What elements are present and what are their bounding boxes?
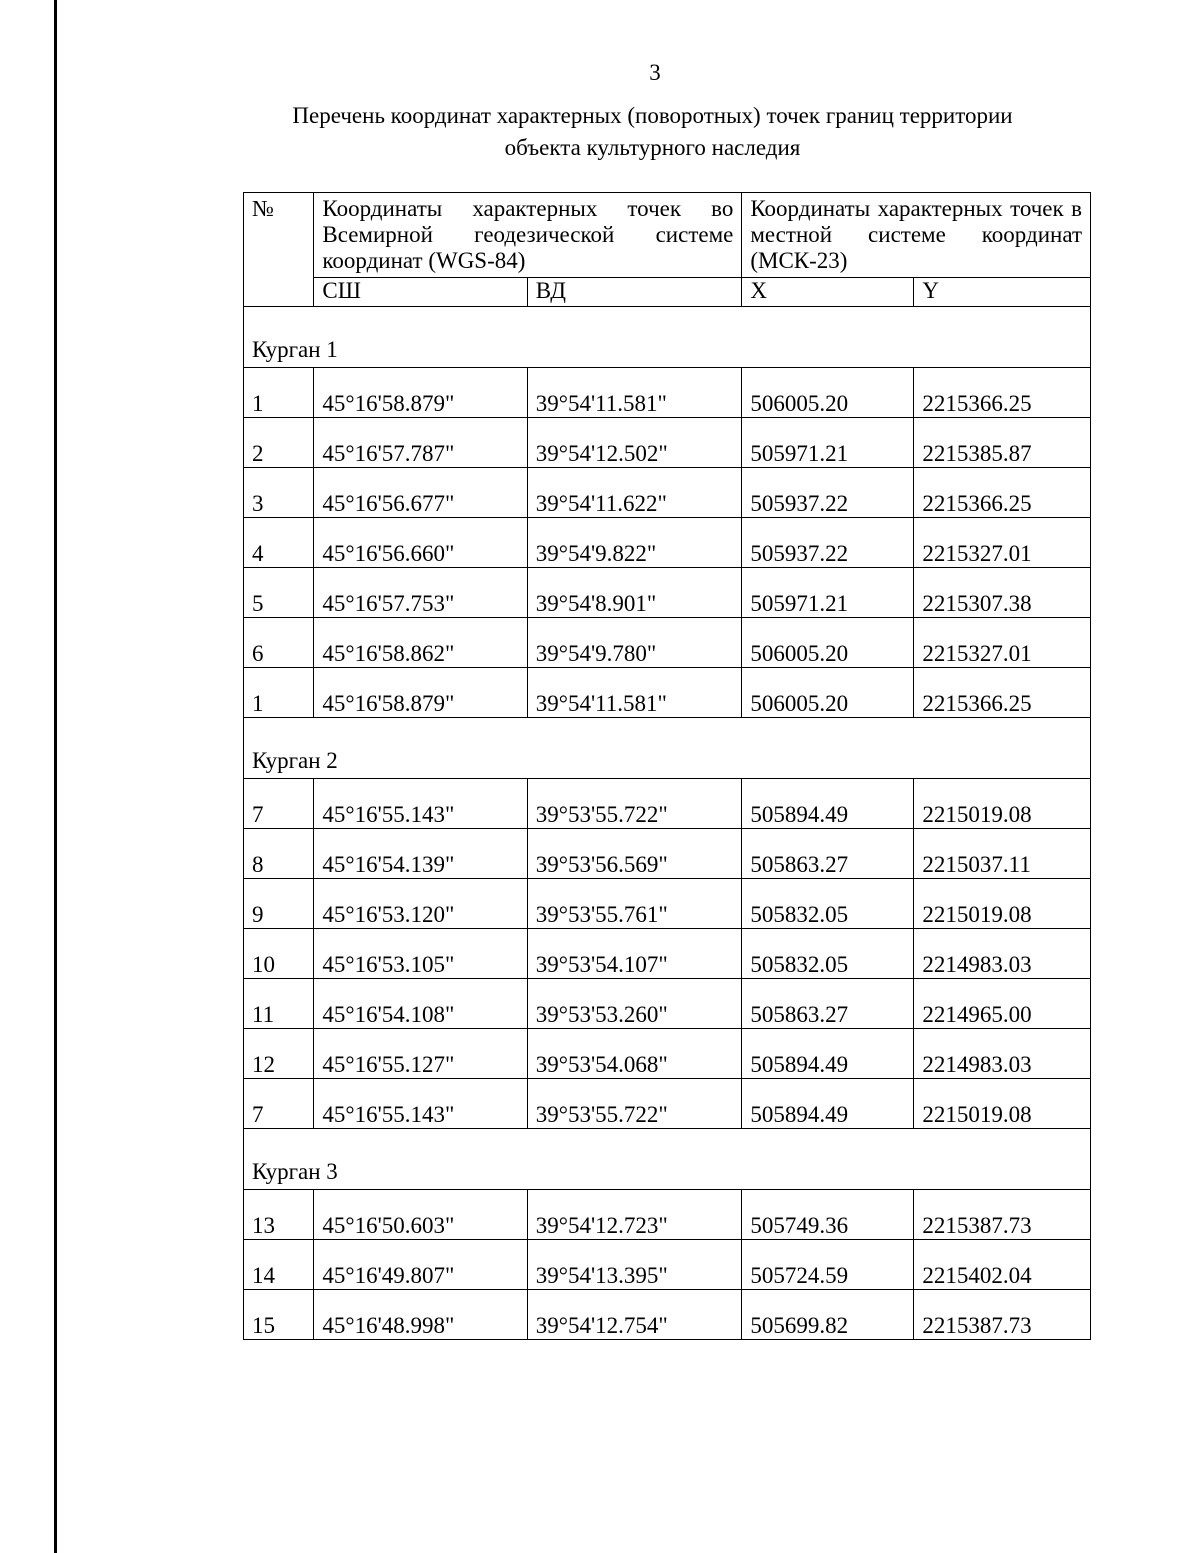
subheader-x: X <box>742 278 914 307</box>
subheader-longitude: ВД <box>527 278 742 307</box>
latitude-cell: 45°16'54.139" <box>314 829 527 879</box>
latitude-cell: 45°16'55.127" <box>314 1029 527 1079</box>
longitude-cell: 39°53'55.722" <box>527 779 742 829</box>
latitude-cell: 45°16'58.879" <box>314 668 527 718</box>
latitude-cell: 45°16'55.143" <box>314 1079 527 1129</box>
point-number-cell: 5 <box>244 568 314 618</box>
longitude-cell: 39°54'9.780" <box>527 618 742 668</box>
table-row <box>244 779 1091 829</box>
x-coordinate-cell: 505894.49 <box>742 1029 914 1079</box>
point-number-cell: 9 <box>244 879 314 929</box>
x-coordinate-cell: 505863.27 <box>742 979 914 1029</box>
latitude-cell: 45°16'55.143" <box>314 779 527 829</box>
y-coordinate-cell: 2215366.25 <box>914 668 1091 718</box>
longitude-cell: 39°54'11.622" <box>527 468 742 518</box>
page-margin-rule <box>54 0 57 1553</box>
table-row <box>244 668 1091 718</box>
table-row <box>244 979 1091 1029</box>
x-coordinate-cell: 505699.82 <box>742 1290 914 1340</box>
latitude-cell: 45°16'57.787" <box>314 418 527 468</box>
x-coordinate-cell: 505863.27 <box>742 829 914 879</box>
longitude-cell: 39°54'12.754" <box>527 1290 742 1340</box>
table-row <box>244 1290 1091 1340</box>
table-body <box>244 307 1091 1340</box>
y-coordinate-cell: 2215307.38 <box>914 568 1091 618</box>
y-coordinate-cell: 2214965.00 <box>914 979 1091 1029</box>
longitude-cell: 39°53'55.761" <box>527 879 742 929</box>
y-coordinate-cell: 2214983.03 <box>914 1029 1091 1079</box>
longitude-cell: 39°54'12.723" <box>527 1190 742 1240</box>
y-coordinate-cell: 2215366.25 <box>914 368 1091 418</box>
point-number-cell: 15 <box>244 1290 314 1340</box>
x-coordinate-cell: 505971.21 <box>742 418 914 468</box>
table-row <box>244 568 1091 618</box>
point-number-cell: 1 <box>244 368 314 418</box>
x-coordinate-cell: 506005.20 <box>742 668 914 718</box>
point-number-cell: 1 <box>244 668 314 718</box>
latitude-cell: 45°16'56.677" <box>314 468 527 518</box>
latitude-cell: 45°16'58.879" <box>314 368 527 418</box>
y-coordinate-cell: 2214983.03 <box>914 929 1091 979</box>
table-subheader-row <box>244 278 1091 307</box>
header-wgs84: Координаты характерных точек во Всемирной геодезической системе координат (WGS-84) <box>314 193 742 278</box>
section-title: Курган 3 <box>244 1129 1091 1190</box>
table-row <box>244 1240 1091 1290</box>
x-coordinate-cell: 506005.20 <box>742 368 914 418</box>
y-coordinate-cell: 2215019.08 <box>914 879 1091 929</box>
latitude-cell: 45°16'50.603" <box>314 1190 527 1240</box>
section-row <box>244 718 1091 779</box>
latitude-cell: 45°16'54.108" <box>314 979 527 1029</box>
table-row <box>244 518 1091 568</box>
point-number-cell: 8 <box>244 829 314 879</box>
y-coordinate-cell: 2215327.01 <box>914 618 1091 668</box>
longitude-cell: 39°54'12.502" <box>527 418 742 468</box>
table-row <box>244 879 1091 929</box>
longitude-cell: 39°53'54.068" <box>527 1029 742 1079</box>
table-row <box>244 829 1091 879</box>
y-coordinate-cell: 2215366.25 <box>914 468 1091 518</box>
longitude-cell: 39°53'54.107" <box>527 929 742 979</box>
document-title-line-2: объекта культурного наследия <box>504 135 801 160</box>
point-number-cell: 13 <box>244 1190 314 1240</box>
point-number-cell: 2 <box>244 418 314 468</box>
latitude-cell: 45°16'53.105" <box>314 929 527 979</box>
table-header-row <box>244 193 1091 278</box>
page-number: 3 <box>649 60 661 85</box>
x-coordinate-cell: 505894.49 <box>742 779 914 829</box>
x-coordinate-cell: 505894.49 <box>742 1079 914 1129</box>
point-number-cell: 10 <box>244 929 314 979</box>
document-title <box>200 100 1105 164</box>
latitude-cell: 45°16'49.807" <box>314 1240 527 1290</box>
x-coordinate-cell: 505749.36 <box>742 1190 914 1240</box>
y-coordinate-cell: 2215385.87 <box>914 418 1091 468</box>
section-row <box>244 1129 1091 1190</box>
longitude-cell: 39°53'55.722" <box>527 1079 742 1129</box>
latitude-cell: 45°16'58.862" <box>314 618 527 668</box>
y-coordinate-cell: 2215402.04 <box>914 1240 1091 1290</box>
point-number-cell: 7 <box>244 779 314 829</box>
y-coordinate-cell: 2215037.11 <box>914 829 1091 879</box>
longitude-cell: 39°53'53.260" <box>527 979 742 1029</box>
section-row <box>244 307 1091 368</box>
coordinates-table <box>243 192 1091 1340</box>
latitude-cell: 45°16'57.753" <box>314 568 527 618</box>
table-row <box>244 418 1091 468</box>
y-coordinate-cell: 2215387.73 <box>914 1190 1091 1240</box>
x-coordinate-cell: 505937.22 <box>742 468 914 518</box>
y-coordinate-cell: 2215019.08 <box>914 779 1091 829</box>
y-coordinate-cell: 2215327.01 <box>914 518 1091 568</box>
subheader-y: Y <box>914 278 1091 307</box>
longitude-cell: 39°54'11.581" <box>527 668 742 718</box>
x-coordinate-cell: 505724.59 <box>742 1240 914 1290</box>
point-number-cell: 7 <box>244 1079 314 1129</box>
x-coordinate-cell: 505832.05 <box>742 879 914 929</box>
table-row <box>244 1079 1091 1129</box>
table-row <box>244 929 1091 979</box>
point-number-cell: 11 <box>244 979 314 1029</box>
table-row <box>244 368 1091 418</box>
longitude-cell: 39°54'9.822" <box>527 518 742 568</box>
x-coordinate-cell: 505937.22 <box>742 518 914 568</box>
table-row <box>244 618 1091 668</box>
point-number-cell: 6 <box>244 618 314 668</box>
longitude-cell: 39°54'13.395" <box>527 1240 742 1290</box>
y-coordinate-cell: 2215019.08 <box>914 1079 1091 1129</box>
header-number: № <box>244 193 314 307</box>
longitude-cell: 39°53'56.569" <box>527 829 742 879</box>
point-number-cell: 3 <box>244 468 314 518</box>
section-title: Курган 1 <box>244 307 1091 368</box>
latitude-cell: 45°16'48.998" <box>314 1290 527 1340</box>
latitude-cell: 45°16'53.120" <box>314 879 527 929</box>
header-msk23: Координаты характерных точек в местной системе координат (МСК-23) <box>742 193 1091 278</box>
longitude-cell: 39°54'11.581" <box>527 368 742 418</box>
y-coordinate-cell: 2215387.73 <box>914 1290 1091 1340</box>
subheader-latitude: СШ <box>314 278 527 307</box>
section-title: Курган 2 <box>244 718 1091 779</box>
point-number-cell: 14 <box>244 1240 314 1290</box>
x-coordinate-cell: 505971.21 <box>742 568 914 618</box>
table-row <box>244 1029 1091 1079</box>
x-coordinate-cell: 506005.20 <box>742 618 914 668</box>
point-number-cell: 4 <box>244 518 314 568</box>
point-number-cell: 12 <box>244 1029 314 1079</box>
table-row <box>244 1190 1091 1240</box>
longitude-cell: 39°54'8.901" <box>527 568 742 618</box>
table-row <box>244 468 1091 518</box>
document-title-line-1: Перечень координат характерных (поворотных) точек границ территории <box>292 103 1013 128</box>
latitude-cell: 45°16'56.660" <box>314 518 527 568</box>
x-coordinate-cell: 505832.05 <box>742 929 914 979</box>
